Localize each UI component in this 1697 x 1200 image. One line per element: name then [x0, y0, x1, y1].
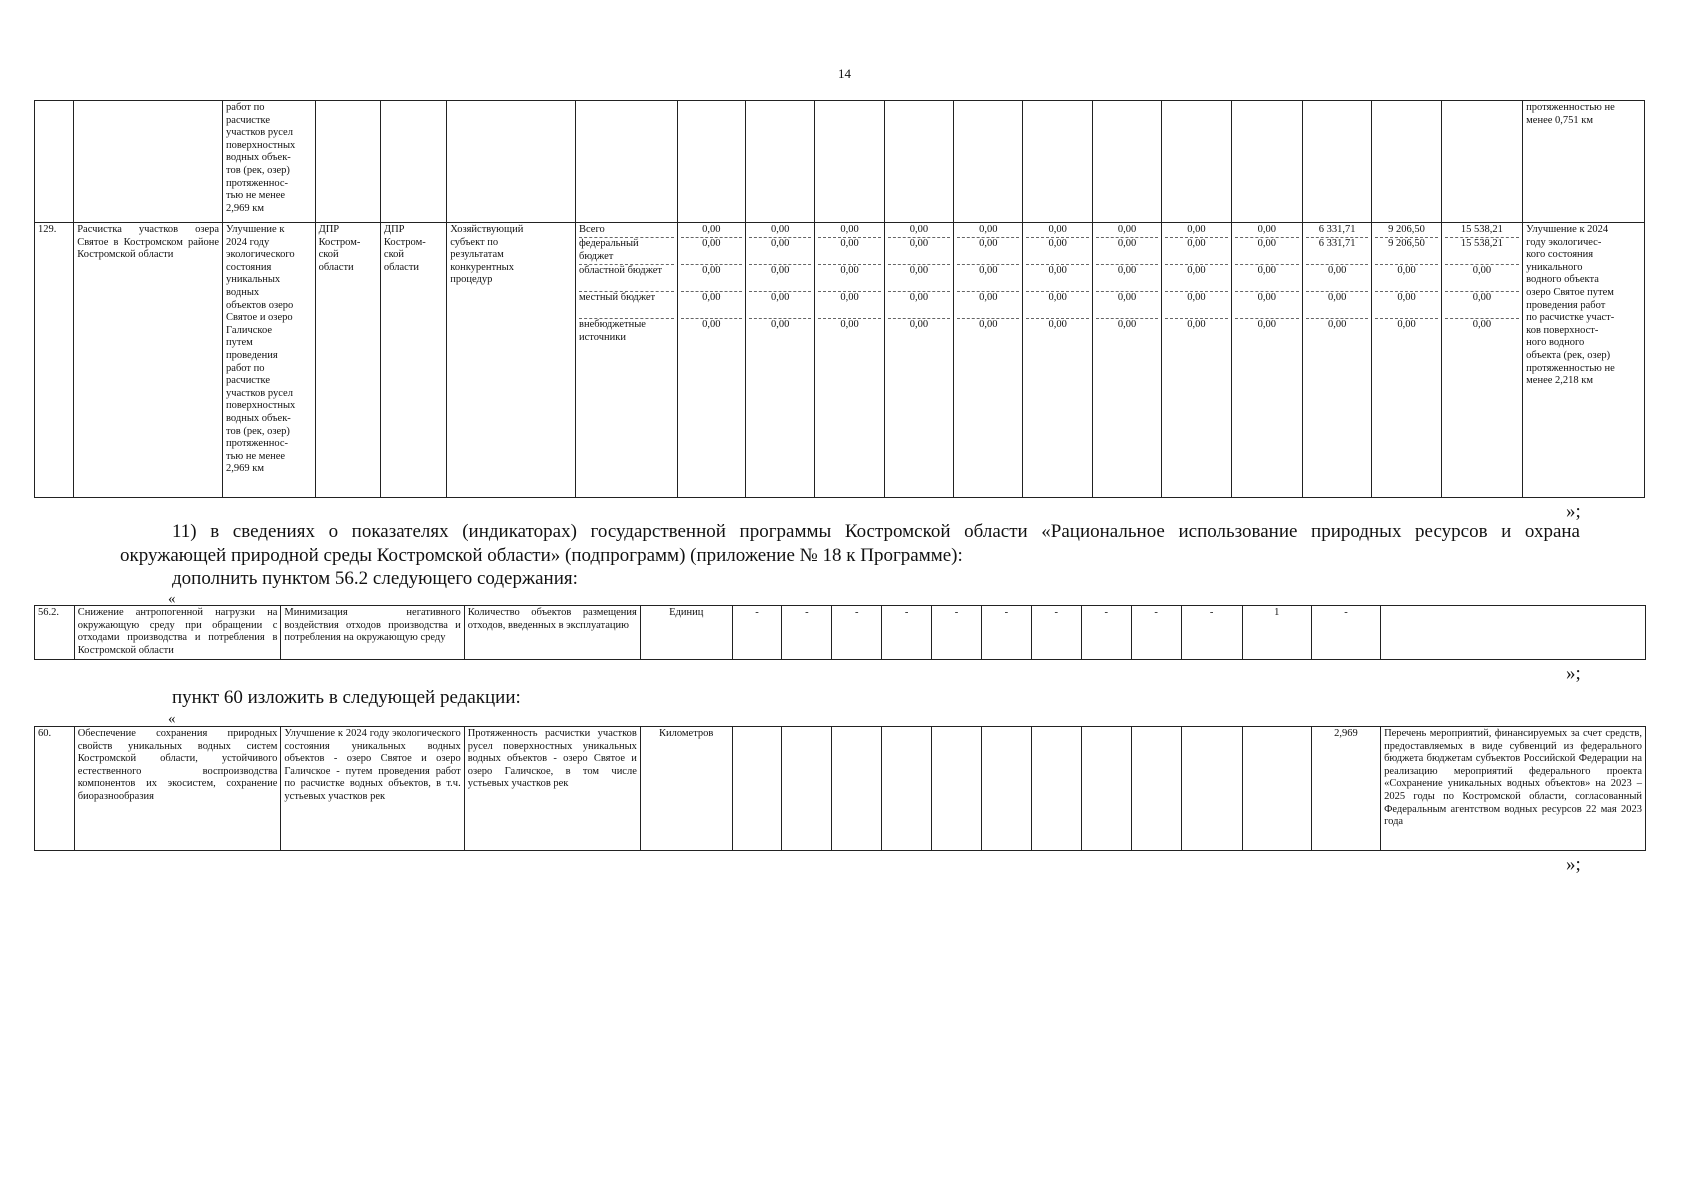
table-row	[35, 223, 1645, 498]
value-7	[1031, 727, 1081, 851]
row-number: 60.	[35, 727, 75, 851]
value-1: -	[732, 606, 782, 660]
table-row	[35, 606, 1646, 660]
indicator-description: Протяженность расчистки участков русел поверхностных уникальных водных объектов - озеро Святое и озеро Галичское, в том числе устьевых участков рек	[464, 727, 640, 851]
value-12: 2,969	[1311, 727, 1380, 851]
paragraph-11-line2: окружающей природной среды Костромской области» (подпрограмм) (приложение № 18 к Программе):	[120, 545, 963, 566]
indicator-goal: Улучшение к 2024 году экологического состояния уникальных водных объектов - озеро Святое и озеро Галичское - путем проведения работ по расчистке водных объектов, в т.ч. устьевых участков рек	[281, 727, 464, 851]
value-col-5: 0,00 0,00 0,00 0,00 0,00	[954, 223, 1023, 498]
funding-sources: Всего федеральный бюджет областной бюджет местный бюджет внебюджетные источники	[576, 223, 678, 498]
paragraph-11-line1: 11) в сведениях о показателях (индикаторах) государственной программы Костромской области «Рациональное использование природных ресурсов и охрана	[172, 521, 1580, 542]
responsible-1: ДПР Костром- ской области	[315, 223, 380, 498]
continuation-row	[35, 101, 1645, 223]
indicator-table-56-2	[34, 605, 1646, 660]
value-5	[932, 727, 982, 851]
note: Перечень мероприятий, финансируемых за счет средств, предоставляемых в виде субвенций из федерального бюджета бюджетам субъектов Российской Федерации на реализацию мероприятий федерального проекта «Сохранение уникальных водных объектов» на 2023 –2025 годы по Костромской области, согласованный Федеральным агентством водных ресурсов 22 мая 2023 года	[1381, 727, 1646, 851]
closing-quote-2: »;	[1566, 663, 1581, 684]
value-10: -	[1181, 606, 1242, 660]
executor: Хозяйствующий субъект по результатам конкурентных процедур	[447, 223, 576, 498]
value-2: -	[782, 606, 832, 660]
value-col-3: 0,00 0,00 0,00 0,00 0,00	[815, 223, 884, 498]
value-11	[1242, 727, 1311, 851]
closing-quote-3: »;	[1566, 854, 1581, 875]
opening-quote-3: «	[168, 711, 176, 727]
value-4: -	[882, 606, 932, 660]
value-8: -	[1081, 606, 1131, 660]
value-2	[782, 727, 832, 851]
value-11: 1	[1242, 606, 1311, 660]
value-col-10: 6 331,71 6 331,71 0,00 0,00 0,00	[1302, 223, 1371, 498]
row-number: 56.2.	[35, 606, 75, 660]
value-col-2: 0,00 0,00 0,00 0,00 0,00	[745, 223, 814, 498]
cont-result-cell: протяженностью не менее 0,751 км	[1523, 101, 1645, 223]
value-col-8: 0,00 0,00 0,00 0,00 0,00	[1162, 223, 1231, 498]
opening-quote-2: «	[168, 591, 176, 607]
table-row	[35, 727, 1646, 851]
indicator-name: Снижение антропогенной нагрузки на окружающую среду при обращении с отходами производства и потребления в Костромской области	[74, 606, 281, 660]
unit: Километров	[640, 727, 732, 851]
value-3	[832, 727, 882, 851]
value-12: -	[1311, 606, 1380, 660]
cont-goal-cell: работ по расчистке участков русел поверхностных водных объек- тов (рек, озер) протяженнос- тью не менее 2,969 км	[223, 101, 316, 223]
paragraph-add-item: дополнить пунктом 56.2 следующего содержания:	[172, 568, 578, 589]
value-col-11: 9 206,50 9 206,50 0,00 0,00 0,00	[1372, 223, 1441, 498]
closing-quote-1: »;	[1566, 501, 1581, 522]
indicator-description: Количество объектов размещения отходов, введенных в эксплуатацию	[464, 606, 640, 660]
indicator-name: Обеспечение сохранения природных свойств уникальных водных систем Костромской области, устойчивого естественного воспроизводства компонентов их экосистем, сохранение биоразнообразия	[74, 727, 281, 851]
measures-table	[34, 100, 1645, 498]
value-4	[882, 727, 932, 851]
value-10	[1181, 727, 1242, 851]
indicator-table-60	[34, 726, 1646, 851]
unit: Единиц	[640, 606, 732, 660]
expected-result: Улучшение к 2024 году экологичес- кого состояния уникального водного объекта озеро Святое путем проведения работ по расчистке участ- ков поверхност- ного водного объекта (рек, озер) протяженностью не менее 2,218 км	[1523, 223, 1645, 498]
value-col-12: 15 538,21 15 538,21 0,00 0,00 0,00	[1441, 223, 1522, 498]
value-3: -	[832, 606, 882, 660]
page-number: 14	[838, 66, 851, 81]
responsible-2: ДПР Костром- ской области	[380, 223, 446, 498]
measure-goal: Улучшение к 2024 году экологического состояния уникальных водных объектов озеро Святое и озеро Галичское путем проведения работ по расчистке участков русел поверхностных водных объек- тов (рек, озер) протяженнос- тью не менее 2,969 км	[223, 223, 316, 498]
note	[1381, 606, 1646, 660]
value-5: -	[932, 606, 982, 660]
value-8	[1081, 727, 1131, 851]
value-col-7: 0,00 0,00 0,00 0,00 0,00	[1092, 223, 1161, 498]
value-9: -	[1131, 606, 1181, 660]
value-7: -	[1031, 606, 1081, 660]
value-6	[981, 727, 1031, 851]
value-col-9: 0,00 0,00 0,00 0,00 0,00	[1231, 223, 1302, 498]
measure-name: Расчистка участков озера Святое в Костромском районе Костромской области	[74, 223, 223, 498]
value-1	[732, 727, 782, 851]
value-col-4: 0,00 0,00 0,00 0,00 0,00	[884, 223, 953, 498]
paragraph-item-60: пункт 60 изложить в следующей редакции:	[172, 687, 521, 708]
indicator-goal: Минимизация негативного воздействия отходов производства и потребления на окружающую среду	[281, 606, 464, 660]
value-6: -	[981, 606, 1031, 660]
row-number: 129.	[35, 223, 74, 498]
value-9	[1131, 727, 1181, 851]
value-col-6: 0,00 0,00 0,00 0,00 0,00	[1023, 223, 1092, 498]
value-col-1: 0,00 0,00 0,00 0,00 0,00	[677, 223, 745, 498]
